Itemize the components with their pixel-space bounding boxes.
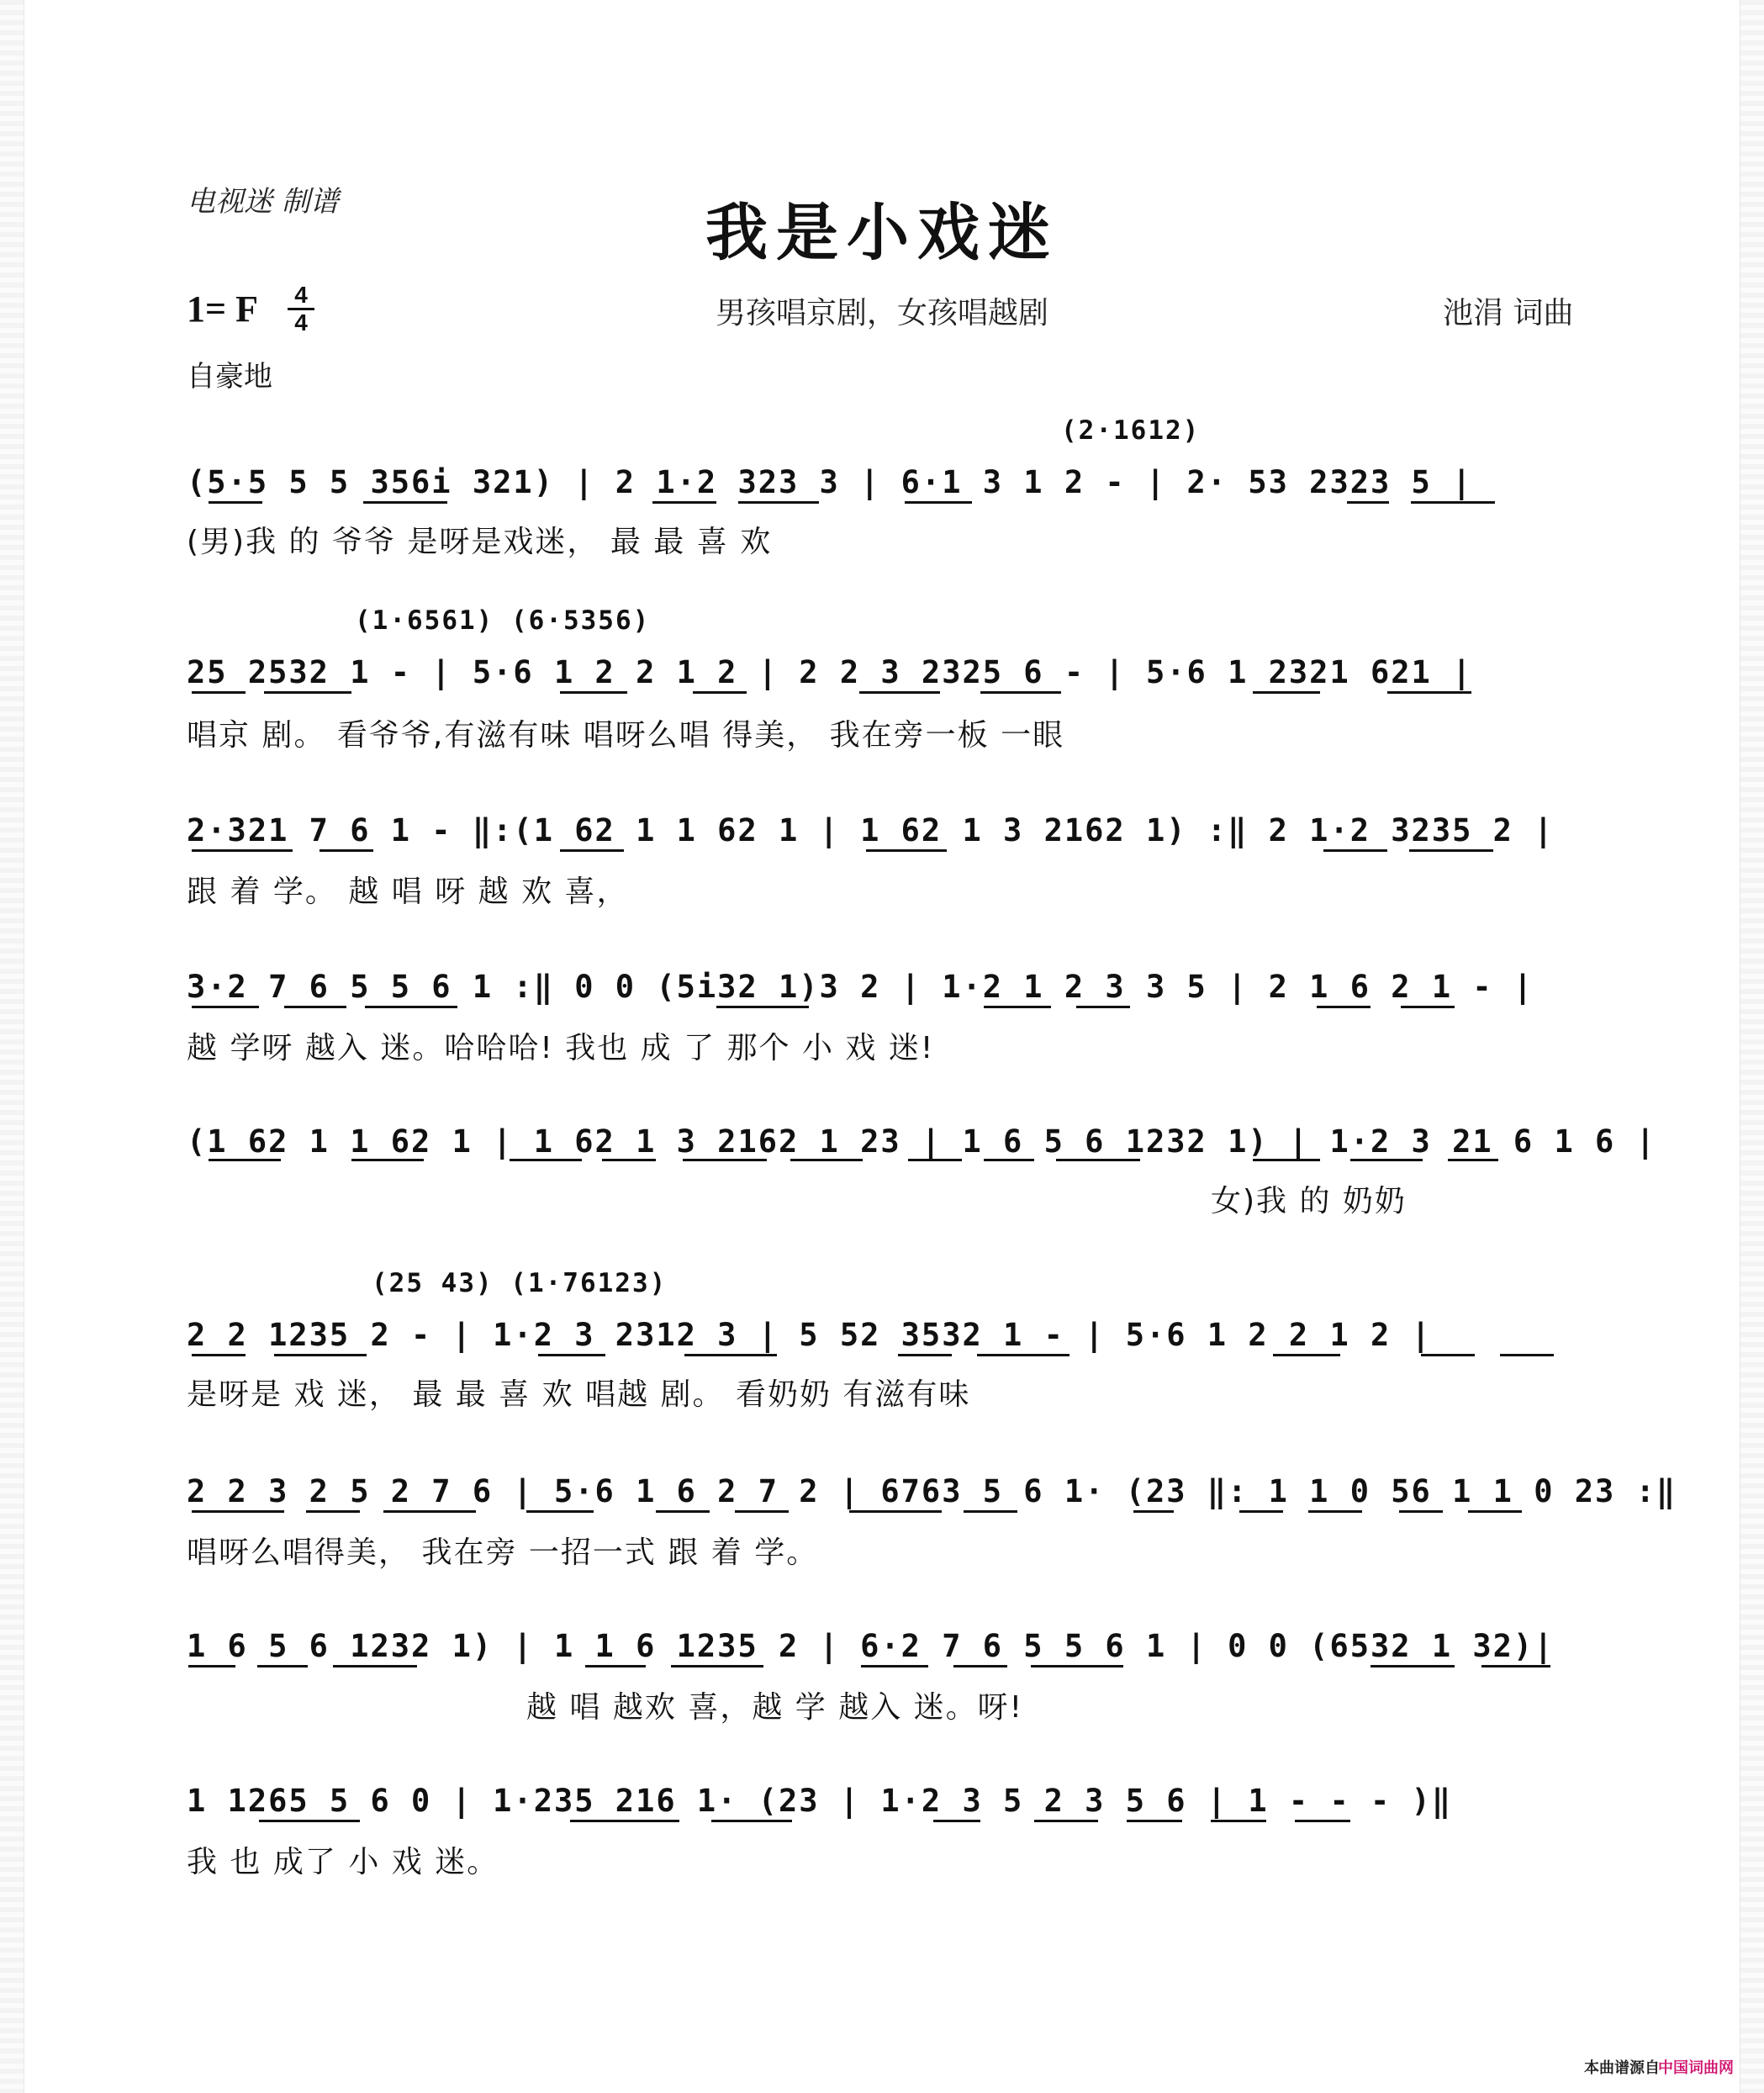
beam (1308, 1510, 1362, 1513)
beam (790, 1159, 863, 1161)
beam (284, 1006, 346, 1008)
beam (859, 691, 940, 694)
beam (711, 1820, 792, 1822)
beam (538, 1354, 605, 1356)
beam (526, 1510, 594, 1513)
beam (1347, 501, 1389, 504)
beam (1273, 1354, 1340, 1356)
notation-line: 1 6 5 6 1232 1) | 1 1 6 1235 2 | 6·2 7 6 5 5 6 1 | 0 0 (6532 1 32)| (187, 1628, 1555, 1664)
beam (1034, 1820, 1098, 1822)
beam (984, 1159, 1034, 1161)
credit: 池涓 词曲 (1443, 296, 1574, 330)
beam (683, 1159, 767, 1161)
beam (1211, 1820, 1266, 1822)
beam (560, 691, 627, 694)
beam (585, 1665, 646, 1668)
time-signature-top: 4 (294, 282, 308, 308)
notation-line: 25 2532 1 - | 5·6 1 2 2 1 2 | 2 2 3 2325 6 - | 5·6 1 2321 621 | (187, 654, 1473, 690)
beam (602, 1159, 656, 1161)
beam (1421, 1354, 1475, 1356)
beam (1371, 1665, 1455, 1668)
beam (1401, 1006, 1455, 1008)
beam (209, 501, 262, 504)
beam (351, 1159, 424, 1161)
beam (735, 1510, 789, 1513)
beam (1127, 1820, 1182, 1822)
beam (984, 1006, 1051, 1008)
beam (1468, 1510, 1522, 1513)
beam (570, 1820, 679, 1822)
song-title: 我是小戏迷 (705, 197, 1059, 269)
lyric-line: 越 唱 越欢 喜，越 学 越入 迷。呀! (526, 1690, 1024, 1725)
lyric-line: 我 也 成了 小 戏 迷。 (187, 1845, 499, 1879)
lyric-line: 跟 着 学。 越 唱 呀 越 欢 喜， (187, 875, 629, 909)
notation-line: 2 2 3 2 5 2 7 6 | 5·6 1 6 2 7 2 | 6763 5 6 1· (23 ‖: 1 1 0 56 1 1 0 23 :‖ (187, 1473, 1677, 1509)
beam (1295, 1820, 1350, 1822)
beam (192, 1510, 284, 1513)
notation-line: 1 1265 5 6 0 | 1·235 216 1· (23 | 1·2 3 5 2 3 5 6 | 1 - - - )‖ (187, 1783, 1453, 1819)
beam (274, 1354, 367, 1356)
beam (365, 1006, 457, 1008)
beam (363, 501, 447, 504)
subtitle: 男孩唱京剧，女孩唱越剧 (715, 296, 1048, 330)
score-maker: 电视迷 制谱 (187, 185, 339, 219)
footer-site-link[interactable]: 中国词曲网 (1658, 2059, 1734, 2077)
beam (656, 1510, 710, 1513)
beam (1500, 1354, 1554, 1356)
grace-notes: (1·6561) (6·5356) (355, 605, 651, 636)
beam (738, 501, 819, 504)
beam (684, 1354, 777, 1356)
beam (1350, 1159, 1423, 1161)
notation-line: (1 62 1 1 62 1 | 1 62 1 3 2162 1 23 | 1 6 5 6 1232 1) | 1·2 3 21 6 1 6 | (187, 1123, 1656, 1160)
beam (716, 1006, 809, 1008)
beam (510, 1159, 582, 1161)
beam (560, 849, 624, 852)
beam (333, 1665, 417, 1668)
beam (192, 849, 293, 852)
beam (671, 1665, 763, 1668)
lyric-line: 越 学呀 越入 迷。哈哈哈! 我也 成 了 那个 小 戏 迷! (187, 1031, 935, 1065)
beam (1239, 1510, 1283, 1513)
beam (383, 1510, 476, 1513)
beam (1411, 501, 1495, 504)
beam (1399, 1510, 1443, 1513)
lyric-line: 女)我 的 奶奶 (1211, 1184, 1407, 1218)
notation-line: (5·5 5 5 356i 321) | 2 1·2 323 3 | 6·1 3 1 2 - | 2· 53 2323 5 | (187, 464, 1473, 500)
grace-notes: (2·1612) (1061, 415, 1201, 446)
beam (980, 691, 1061, 694)
lyric-line: 唱呀么唱得美， 我在旁 一招一式 跟 着 学。 (187, 1535, 819, 1570)
beam (257, 1665, 308, 1668)
lyric-line: 是呀是 戏 迷， 最 最 喜 欢 唱越 剧。 看奶奶 有滋有味 (187, 1377, 971, 1412)
beam (953, 1665, 1007, 1668)
beam (1133, 1510, 1174, 1513)
beam (1317, 1006, 1371, 1008)
beam (849, 1510, 942, 1513)
beam (866, 849, 947, 852)
beam (1409, 849, 1493, 852)
beam (908, 1159, 962, 1161)
time-signature-bottom: 4 (288, 308, 314, 336)
beam (1076, 1006, 1130, 1008)
tempo-marking: 自豪地 (187, 360, 272, 394)
key-signature: 1= F (187, 288, 258, 330)
beam (905, 501, 972, 504)
notation-line: 3·2 7 6 5 5 6 1 :‖ 0 0 (5i32 1)3 2 | 1·2 1 2 3 3 5 | 2 1 6 2 1 - | (187, 969, 1534, 1005)
beam (306, 1510, 360, 1513)
beam (977, 1354, 1069, 1356)
beam (693, 691, 747, 694)
lyric-line: 唱京 剧。 看爷爷,有滋有味 唱呀么唱 得美， 我在旁一板 一眼 (187, 718, 1065, 753)
beam (1323, 849, 1387, 852)
notation-line: 2·321 7 6 1 - ‖:(1 62 1 1 62 1 | 1 62 1 3 2162 1) :‖ 2 1·2 3235 2 | (187, 812, 1555, 848)
beam (1387, 691, 1471, 694)
beam (964, 1510, 1017, 1513)
lyric-line: (男)我 的 爷爷 是呀是戏迷， 最 最 喜 欢 (187, 525, 773, 559)
beam (1481, 1665, 1550, 1668)
beam (192, 691, 246, 694)
beam (192, 1006, 259, 1008)
beam (861, 1665, 928, 1668)
beam (264, 691, 351, 694)
beam (1253, 691, 1320, 694)
beam (259, 1820, 360, 1822)
footer-source: 本曲谱源自 (1584, 2059, 1660, 2077)
beam (209, 1159, 281, 1161)
beam (1448, 1159, 1498, 1161)
beam (1253, 1159, 1320, 1161)
notation-line: 2 2 1235 2 - | 1·2 3 2312 3 | 5 52 3532 1 - | 5·6 1 2 2 1 2 | (187, 1317, 1432, 1353)
beam (652, 501, 716, 504)
beam (1056, 1159, 1140, 1161)
beam (188, 1665, 235, 1668)
beam (1031, 1665, 1123, 1668)
grace-notes: (25 43) (1·76123) (372, 1268, 668, 1298)
beam (933, 1820, 980, 1822)
beam (898, 1354, 952, 1356)
beam (320, 849, 373, 852)
beam (192, 1354, 246, 1356)
